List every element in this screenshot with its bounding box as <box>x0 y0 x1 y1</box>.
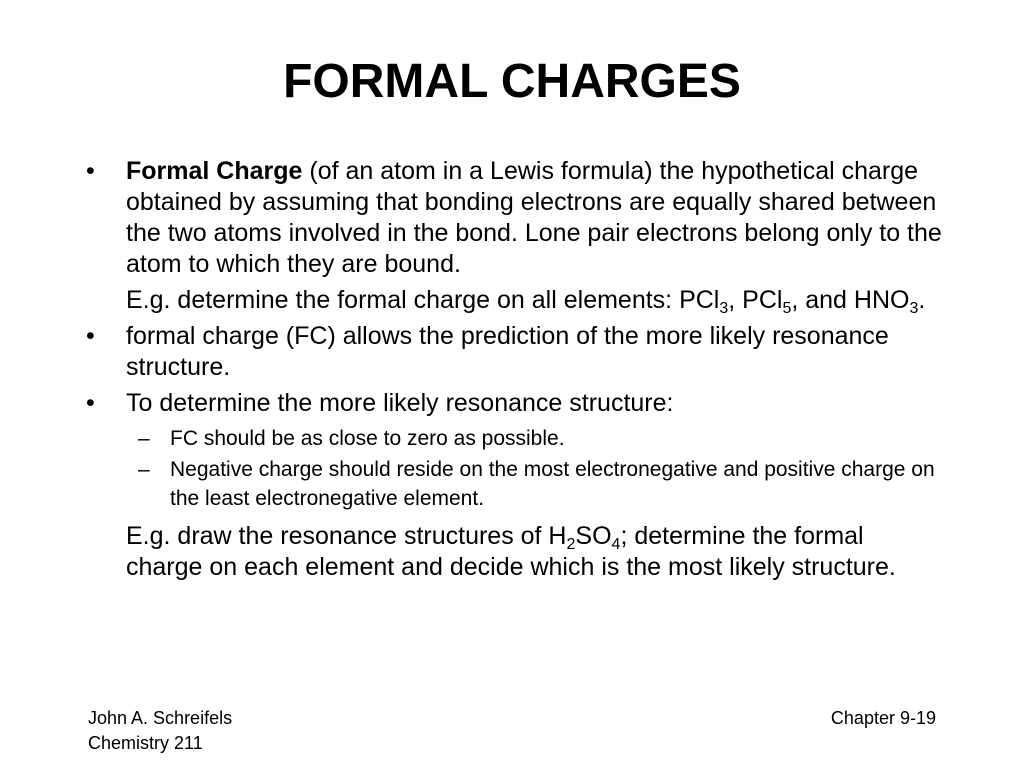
subscript: 2 <box>566 536 576 553</box>
example-text: E.g. determine the formal charge on all elements: PCl <box>126 286 720 314</box>
example-text: ; determine the formal charge on each element and decide which is the most likely structure. <box>126 522 896 581</box>
sub-item-negative-charge <box>86 455 946 513</box>
footer-author <box>88 706 232 756</box>
example-pcl-hno3 <box>86 285 946 316</box>
bullet-marker: • <box>86 157 95 185</box>
bullet-fc-prediction <box>86 321 946 383</box>
dash-marker: – <box>138 458 150 481</box>
slide-title: FORMAL CHARGES <box>283 55 741 108</box>
bullet-formal-charge-definition <box>86 156 946 280</box>
footer-chapter: Chapter 9-19 <box>830 708 936 728</box>
footer-course: Chemistry 211 <box>88 733 203 753</box>
bullet-text: To determine the more likely resonance structure: <box>126 389 674 417</box>
bullet-text: formal charge (FC) allows the prediction of the more likely resonance structure. <box>126 322 889 381</box>
bullet-marker: • <box>86 322 95 350</box>
example-text: SO <box>575 522 612 550</box>
example-text: E.g. draw the resonance structures of H <box>126 522 567 550</box>
dash-marker: – <box>138 427 150 450</box>
sub-item-fc-zero <box>86 424 946 453</box>
definition-text: (of an atom in a Lewis formula) the hypothetical charge obtained by assuming that bonding electrons are equally shared between the two atoms involved in the bond. Lone pair electrons belong only to the atom to which they are bound. <box>126 157 942 278</box>
example-text: , and HNO <box>791 286 910 314</box>
subscript: 3 <box>909 300 919 317</box>
example-text: . <box>918 286 926 314</box>
example-text: , PCl <box>728 286 783 314</box>
slide-content <box>86 156 946 588</box>
footer-author-name: John A. Schreifels <box>88 708 233 728</box>
bullet-marker: • <box>86 389 95 417</box>
sub-item-text: Negative charge should reside on the most electronegative and positive charge on the least electronegative element. <box>170 458 935 510</box>
subscript: 4 <box>611 536 621 553</box>
term-formal-charge: Formal Charge <box>126 157 303 185</box>
bullet-determine-resonance <box>86 388 946 419</box>
sub-item-text: FC should be as close to zero as possible. <box>170 427 565 450</box>
subscript: 5 <box>782 300 792 317</box>
example-h2so4 <box>86 521 946 583</box>
subscript: 3 <box>719 300 729 317</box>
